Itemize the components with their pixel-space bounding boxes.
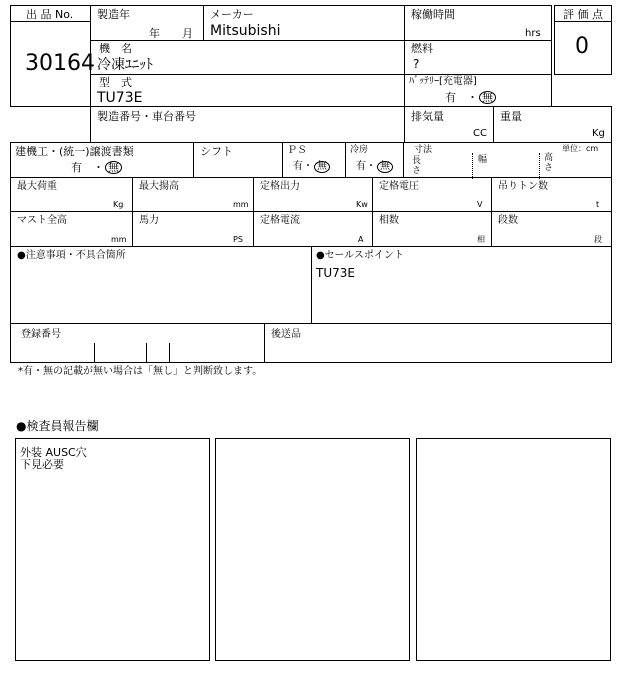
mast-label: マスト全高 bbox=[17, 215, 67, 226]
rated-current-label: 定格電流 bbox=[260, 215, 300, 226]
weight-cell bbox=[493, 106, 612, 143]
lot-number-header bbox=[10, 5, 91, 22]
year-unit: 年 月 bbox=[149, 27, 193, 40]
stages-cell bbox=[491, 211, 612, 247]
rated-output-unit: Kw bbox=[356, 200, 368, 209]
stages-label: 段数 bbox=[498, 215, 518, 226]
crane-ton-cell bbox=[491, 177, 612, 212]
type-label: 型 式 bbox=[99, 76, 132, 89]
score-label: 評 価 点 bbox=[563, 8, 603, 21]
weight-unit: Kg bbox=[592, 128, 605, 139]
phase-cell bbox=[372, 211, 492, 247]
ac-cell bbox=[345, 142, 404, 178]
ac-options bbox=[356, 161, 393, 173]
battery-no-circled: 無 bbox=[479, 91, 496, 104]
shift-label: シフト bbox=[200, 145, 233, 158]
type-cell bbox=[90, 74, 405, 107]
maker-label: メーカー bbox=[210, 8, 254, 21]
inspector-box-3 bbox=[416, 438, 611, 661]
dimensions-label: 寸法 bbox=[414, 145, 433, 155]
lot-number-box bbox=[10, 21, 95, 107]
shipping-cell bbox=[264, 323, 612, 363]
phase-unit: 相 bbox=[477, 235, 485, 244]
rated-current-unit: A bbox=[358, 235, 364, 244]
type-value: TU73E bbox=[97, 90, 143, 106]
max-load-unit: Kg bbox=[113, 200, 124, 209]
phase-label: 相数 bbox=[379, 215, 399, 226]
footnote: *有・無の記載が無い場合は「無し」と判断致します。 bbox=[18, 366, 263, 377]
max-load-label: 最大荷重 bbox=[17, 181, 57, 192]
ps-options bbox=[293, 161, 330, 173]
power-cell bbox=[132, 211, 254, 247]
sales-point-label: ●セールスポイント bbox=[316, 250, 404, 261]
score-box bbox=[554, 21, 612, 75]
lot-number-label: 出 品 No. bbox=[26, 8, 74, 21]
year-cell bbox=[90, 5, 204, 41]
max-lift-cell bbox=[132, 177, 254, 212]
sales-point-cell bbox=[311, 246, 612, 324]
ac-no-circled: 無 bbox=[377, 161, 393, 173]
transfer-cell bbox=[10, 142, 194, 178]
rated-voltage-cell bbox=[372, 177, 492, 212]
dim-divider-2 bbox=[539, 153, 540, 179]
hours-label: 稼働時間 bbox=[411, 8, 455, 21]
battery-label: ﾊﾞｯﾃﾘｰ[充電器] bbox=[409, 76, 477, 87]
inspector-box-2 bbox=[215, 438, 410, 661]
transfer-label: 建機工・(統一)譲渡書類 bbox=[15, 145, 134, 158]
rated-output-cell bbox=[253, 177, 373, 212]
transfer-options bbox=[71, 161, 122, 174]
max-lift-label: 最大揚高 bbox=[139, 181, 179, 192]
defects-label: ●注意事項・不具合箇所 bbox=[17, 250, 126, 261]
power-unit: PS bbox=[233, 235, 243, 244]
reg-divider-3 bbox=[169, 343, 170, 363]
reg-divider-1 bbox=[94, 343, 95, 363]
sales-point-value: TU73E bbox=[316, 266, 355, 280]
serial-label: 製造番号・車台番号 bbox=[97, 110, 196, 123]
serial-cell bbox=[90, 106, 405, 143]
rated-voltage-label: 定格電圧 bbox=[379, 181, 419, 192]
max-lift-unit: mm bbox=[233, 200, 249, 209]
mast-cell bbox=[10, 211, 133, 247]
shift-cell bbox=[193, 142, 283, 178]
dim-divider-1 bbox=[472, 153, 473, 179]
displacement-cell bbox=[404, 106, 494, 143]
power-label: 馬力 bbox=[139, 215, 159, 226]
shipping-label: 後送品 bbox=[271, 329, 301, 340]
inspector-note-line1: 外装 AUSC穴 bbox=[20, 446, 87, 459]
rated-voltage-unit: V bbox=[477, 200, 483, 209]
fuel-label: 燃料 bbox=[411, 42, 433, 55]
rated-current-cell bbox=[253, 211, 373, 247]
battery-options bbox=[445, 91, 496, 104]
score-header bbox=[554, 5, 612, 22]
inspector-title: ●検査員報告欄 bbox=[16, 419, 99, 433]
registration-cell bbox=[10, 323, 265, 363]
displacement-label: 排気量 bbox=[411, 110, 444, 123]
defects-cell bbox=[10, 246, 312, 324]
hours-cell bbox=[404, 5, 552, 41]
weight-label: 重量 bbox=[500, 110, 522, 123]
score-value: 0 bbox=[575, 34, 589, 59]
mast-unit: mm bbox=[111, 235, 127, 244]
inspector-box-1 bbox=[15, 438, 210, 661]
ps-yes: 有・ bbox=[293, 161, 313, 172]
inspector-note-line2: 下見必要 bbox=[20, 458, 64, 471]
length-label: 長さ bbox=[412, 156, 422, 176]
dimensions-unit-note: 単位：cm bbox=[562, 144, 599, 153]
ac-label: 冷房 bbox=[350, 145, 369, 155]
lot-number-value: 30164 bbox=[25, 51, 95, 76]
model-name-label: 機 名 bbox=[99, 42, 132, 55]
fuel-cell bbox=[404, 40, 552, 75]
crane-ton-unit: t bbox=[596, 200, 600, 209]
battery-cell bbox=[404, 74, 552, 107]
ps-cell bbox=[282, 142, 346, 178]
max-load-cell bbox=[10, 177, 133, 212]
battery-yes: 有 ・ bbox=[445, 91, 478, 104]
rated-output-label: 定格出力 bbox=[260, 181, 300, 192]
maker-cell bbox=[203, 5, 405, 41]
hours-unit: hrs bbox=[525, 28, 541, 39]
ps-no-circled: 無 bbox=[314, 161, 330, 173]
height-label: 高さ bbox=[544, 153, 554, 173]
maker-value: Mitsubishi bbox=[210, 23, 281, 39]
registration-label: 登録番号 bbox=[21, 329, 61, 340]
width-label: 幅 bbox=[478, 155, 488, 165]
displacement-unit: CC bbox=[473, 128, 487, 139]
transfer-yes: 有 ・ bbox=[71, 161, 104, 174]
model-name-value: 冷凍ﾕﾆｯﾄ bbox=[97, 57, 153, 73]
crane-ton-label: 吊りトン数 bbox=[498, 181, 548, 192]
stages-unit: 段 bbox=[594, 235, 602, 244]
ps-label: ＰＳ bbox=[287, 145, 307, 156]
transfer-no-circled: 無 bbox=[105, 161, 122, 174]
fuel-value: ? bbox=[413, 57, 420, 71]
dimensions-cell bbox=[403, 142, 612, 178]
model-name-cell bbox=[90, 40, 405, 75]
ac-yes: 有・ bbox=[356, 161, 376, 172]
year-label: 製造年 bbox=[97, 8, 130, 21]
reg-divider-2 bbox=[146, 343, 147, 363]
